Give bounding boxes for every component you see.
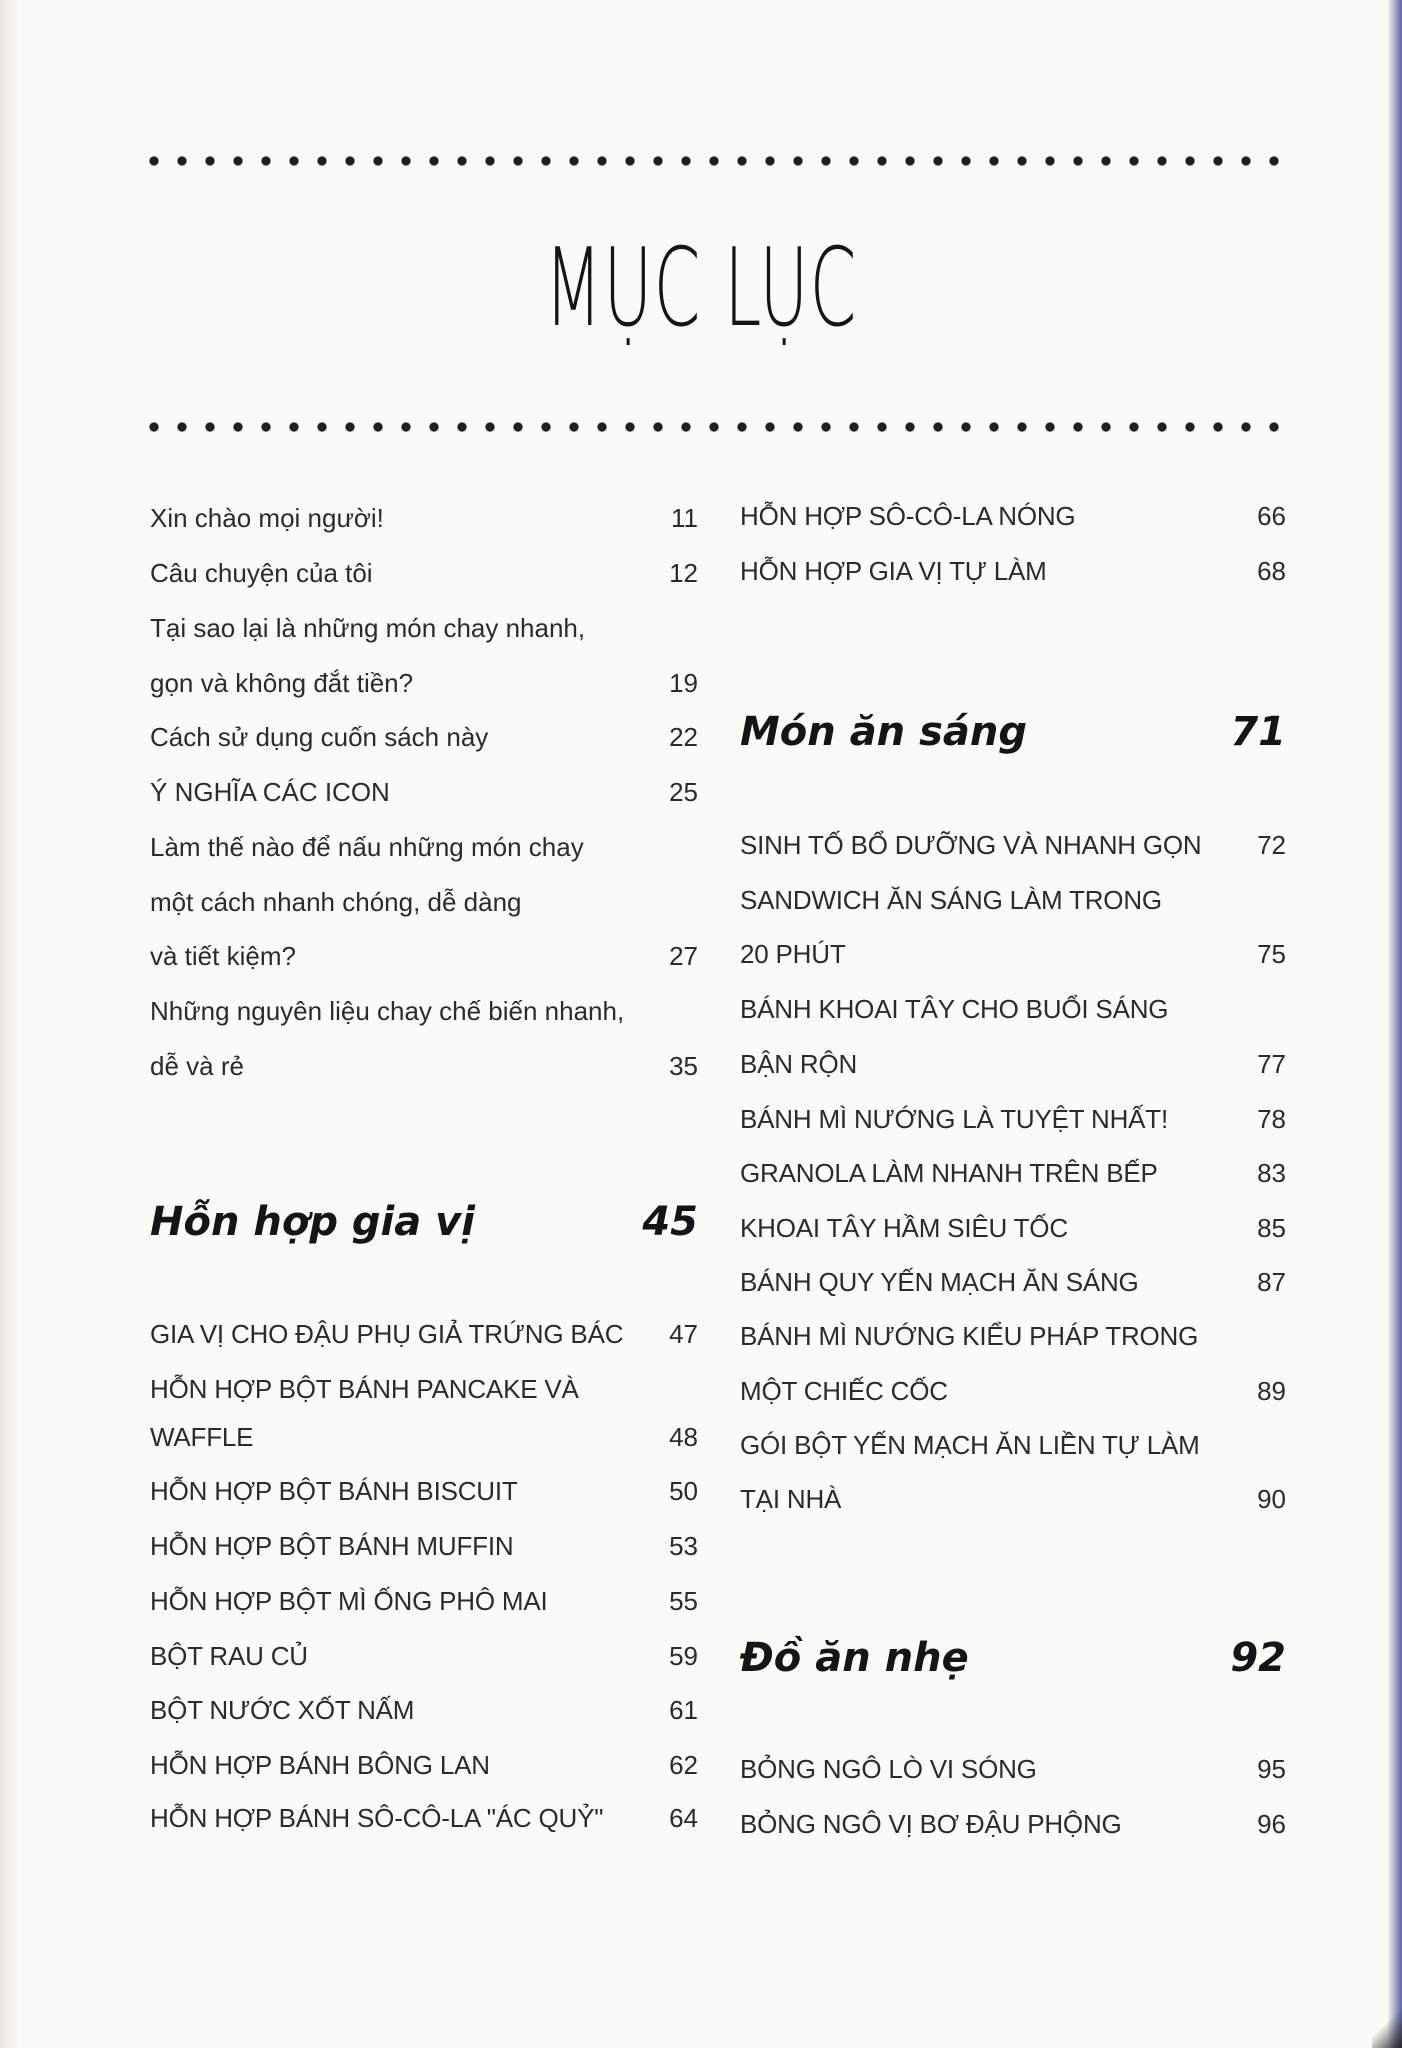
section-heading-hon-hop-gia-vi[interactable]	[150, 1192, 698, 1252]
page-title: MỤC LỤC	[544, 226, 858, 351]
section-heading-do-an-nhe[interactable]	[740, 1628, 1286, 1688]
toc-entry-page: 53	[669, 1531, 698, 1561]
toc-entry-title: một cách nhanh chóng, dễ dàng	[150, 887, 522, 917]
toc-entry-page: 61	[669, 1695, 698, 1725]
toc-entry-page: 66	[1257, 501, 1286, 531]
toc-entry-page: 72	[1257, 830, 1286, 860]
toc-entry-page: 62	[669, 1750, 698, 1780]
toc-entry-title: Tại sao lại là những món chay nhanh,	[150, 613, 586, 643]
toc-entry-page: 47	[669, 1319, 698, 1349]
toc-entry-title: BỎNG NGÔ LÒ VI SÓNG	[740, 1754, 1037, 1784]
toc-entry[interactable]	[740, 551, 1286, 591]
section-heading-title: Hỗn hợp gia vị	[150, 1199, 475, 1245]
toc-entry-title: Cách sử dụng cuốn sách này	[150, 722, 489, 752]
toc-entry[interactable]	[150, 1417, 698, 1457]
toc-entry-title: HỖN HỢP BÁNH BÔNG LAN	[150, 1750, 490, 1780]
toc-entry-title: Ý NGHĨA CÁC ICON	[150, 777, 390, 807]
section-heading-title: Đồ ăn nhẹ	[740, 1635, 969, 1681]
toc-entry-page: 27	[669, 941, 698, 971]
toc-entry[interactable]	[740, 1208, 1286, 1248]
toc-entry-page: 25	[669, 777, 698, 807]
page-left-edge	[0, 0, 20, 2048]
toc-entry-page: 87	[1257, 1267, 1286, 1297]
toc-entry[interactable]	[740, 1044, 1286, 1084]
toc-entry[interactable]	[740, 934, 1286, 974]
toc-entry[interactable]	[150, 608, 698, 648]
toc-entry-title: HỖN HỢP BÁNH SÔ-CÔ-LA "ÁC QUỶ"	[150, 1803, 604, 1833]
toc-entry-page: 22	[669, 722, 698, 752]
toc-entry[interactable]	[150, 1745, 698, 1785]
toc-entry-page: 90	[1257, 1484, 1286, 1514]
toc-entry-title: BÁNH MÌ NƯỚNG LÀ TUYỆT NHẤT!	[740, 1104, 1168, 1134]
toc-entry-title: KHOAI TÂY HẦM SIÊU TỐC	[740, 1213, 1068, 1243]
toc-entry-page: 55	[669, 1586, 698, 1616]
toc-entry-title: dễ và rẻ	[150, 1051, 244, 1081]
toc-entry[interactable]	[740, 496, 1286, 536]
toc-entry[interactable]	[150, 1471, 698, 1511]
toc-entry[interactable]	[150, 1369, 698, 1409]
toc-entry-page: 59	[669, 1641, 698, 1671]
toc-entry[interactable]	[150, 991, 698, 1031]
dotted-divider-bottom	[140, 420, 1288, 434]
toc-entry[interactable]	[740, 1371, 1286, 1411]
toc-entry[interactable]	[150, 827, 698, 867]
toc-entry-title: Câu chuyện của tôi	[150, 558, 373, 588]
toc-entry-title: HỖN HỢP GIA VỊ TỰ LÀM	[740, 556, 1047, 586]
toc-entry[interactable]	[150, 1636, 698, 1676]
toc-entry-title: Làm thế nào để nấu những món chay	[150, 832, 584, 862]
toc-entry[interactable]	[740, 880, 1286, 920]
toc-entry-title: HỖN HỢP BỘT BÁNH PANCAKE VÀ	[150, 1374, 579, 1404]
section-heading-page: 45	[642, 1199, 698, 1245]
toc-entry-title: BỘT RAU CỦ	[150, 1641, 308, 1671]
toc-entry[interactable]	[150, 663, 698, 703]
toc-entry-page: 83	[1257, 1158, 1286, 1188]
page-corner-shadow	[1372, 2008, 1402, 2048]
toc-entry-page: 19	[669, 668, 698, 698]
toc-entry-title: BẬN RỘN	[740, 1049, 858, 1079]
toc-entry-title: WAFFLE	[150, 1422, 254, 1452]
toc-entry[interactable]	[740, 1153, 1286, 1193]
section-heading-page: 71	[1230, 709, 1286, 755]
toc-entry-title: HỖN HỢP BỘT MÌ ỐNG PHÔ MAI	[150, 1586, 548, 1616]
toc-entry-page: 96	[1257, 1809, 1286, 1839]
toc-entry[interactable]	[150, 1046, 698, 1086]
toc-entry[interactable]	[150, 772, 698, 812]
toc-entry-title: GRANOLA LÀM NHANH TRÊN BẾP	[740, 1158, 1158, 1188]
toc-entry[interactable]	[740, 1099, 1286, 1139]
toc-entry-page: 50	[669, 1476, 698, 1506]
toc-entry[interactable]	[150, 717, 698, 757]
toc-entry[interactable]	[740, 989, 1286, 1029]
toc-entry-page: 64	[669, 1803, 698, 1833]
toc-entry-page: 12	[669, 558, 698, 588]
toc-entry-page: 78	[1257, 1104, 1286, 1134]
toc-entry-title: HỖN HỢP SÔ-CÔ-LA NÓNG	[740, 501, 1076, 531]
toc-entry[interactable]	[150, 1526, 698, 1566]
toc-entry-page: 48	[669, 1422, 698, 1452]
toc-entry[interactable]	[740, 1316, 1286, 1356]
toc-entry[interactable]	[150, 1798, 698, 1838]
toc-entry[interactable]	[740, 825, 1286, 865]
toc-entry-title: SINH TỐ BỔ DƯỠNG VÀ NHANH GỌN	[740, 830, 1202, 860]
toc-entry-title: và tiết kiệm?	[150, 941, 296, 971]
toc-entry[interactable]	[150, 553, 698, 593]
toc-entry-title: Xin chào mọi người!	[150, 503, 384, 533]
toc-entry[interactable]	[740, 1804, 1286, 1844]
toc-entry-title: MỘT CHIẾC CỐC	[740, 1376, 948, 1406]
section-heading-mon-an-sang[interactable]	[740, 702, 1286, 762]
toc-entry-page: 68	[1257, 556, 1286, 586]
toc-entry-title: gọn và không đắt tiền?	[150, 668, 414, 698]
toc-entry-page: 11	[671, 503, 698, 533]
toc-entry-title: GIA VỊ CHO ĐẬU PHỤ GIẢ TRỨNG BÁC	[150, 1319, 624, 1349]
toc-entry-title: BÁNH KHOAI TÂY CHO BUỔI SÁNG	[740, 994, 1169, 1024]
toc-entry[interactable]	[150, 882, 698, 922]
toc-entry-title: 20 PHÚT	[740, 939, 846, 969]
toc-entry-title: HỖN HỢP BỘT BÁNH MUFFIN	[150, 1531, 514, 1561]
toc-entry-title: HỖN HỢP BỘT BÁNH BISCUIT	[150, 1476, 518, 1506]
dotted-divider-top	[140, 154, 1288, 168]
toc-entry[interactable]	[740, 1749, 1286, 1789]
toc-entry-page: 75	[1257, 939, 1286, 969]
toc-entry-title: BỘT NƯỚC XỐT NẤM	[150, 1695, 415, 1725]
toc-entry-page: 77	[1257, 1049, 1286, 1079]
toc-entry-title: SANDWICH ĂN SÁNG LÀM TRONG	[740, 885, 1162, 915]
toc-entry-title: BỎNG NGÔ VỊ BƠ ĐẬU PHỘNG	[740, 1809, 1122, 1839]
toc-entry-page: 89	[1257, 1376, 1286, 1406]
toc-entry[interactable]	[150, 936, 698, 976]
toc-entry-title: TẠI NHÀ	[740, 1484, 842, 1514]
toc-entry[interactable]	[150, 1314, 698, 1354]
toc-entry[interactable]	[150, 498, 698, 538]
toc-entry-title: GÓI BỘT YẾN MẠCH ĂN LIỀN TỰ LÀM	[740, 1430, 1200, 1460]
toc-entry-page: 35	[669, 1051, 698, 1081]
page-right-edge	[1388, 0, 1402, 2048]
section-heading-page: 92	[1230, 1635, 1286, 1681]
toc-entry[interactable]	[740, 1479, 1286, 1519]
toc-entry[interactable]	[740, 1262, 1286, 1302]
section-heading-title: Món ăn sáng	[740, 709, 1027, 755]
toc-entry-title: Những nguyên liệu chay chế biến nhanh,	[150, 996, 625, 1026]
toc-entry[interactable]	[150, 1581, 698, 1621]
toc-entry-page: 95	[1257, 1754, 1286, 1784]
toc-entry[interactable]	[740, 1425, 1286, 1465]
toc-entry[interactable]	[150, 1690, 698, 1730]
toc-entry-page: 85	[1257, 1213, 1286, 1243]
toc-entry-title: BÁNH QUY YẾN MẠCH ĂN SÁNG	[740, 1267, 1139, 1297]
toc-entry-title: BÁNH MÌ NƯỚNG KIỂU PHÁP TRONG	[740, 1321, 1199, 1351]
